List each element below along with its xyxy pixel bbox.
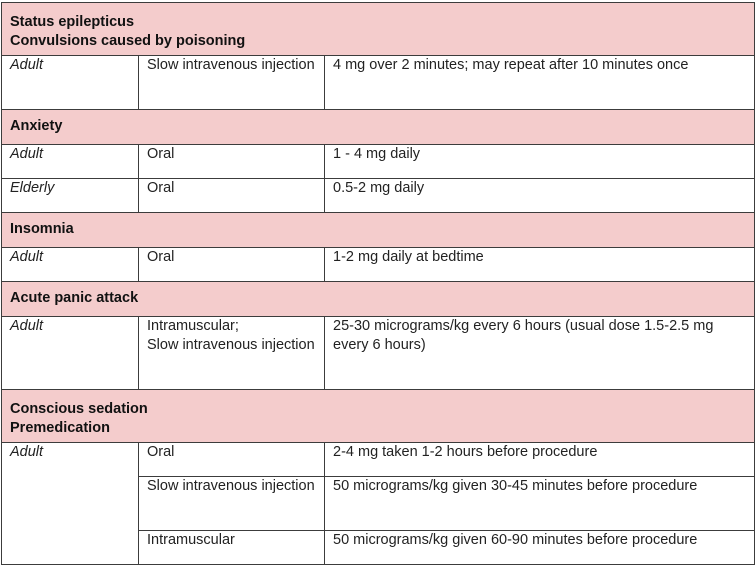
route-text: Oral xyxy=(147,444,175,460)
dose-row xyxy=(2,443,755,477)
section-title-cell xyxy=(2,3,755,56)
population-cell: Adult xyxy=(2,145,139,179)
section-title-cell xyxy=(2,390,755,443)
section-title: Anxiety xyxy=(10,118,63,134)
section-title: Premedication xyxy=(10,420,110,436)
route-text: Intramuscular; xyxy=(147,318,239,334)
dose-cell: 50 micrograms/kg given 60-90 minutes before procedure xyxy=(325,531,755,565)
population-cell: Adult xyxy=(2,317,139,390)
route-cell xyxy=(139,443,325,477)
route-cell xyxy=(139,248,325,282)
dose-row xyxy=(2,179,755,213)
section-header-row xyxy=(2,390,755,443)
population-cell: Elderly xyxy=(2,179,139,213)
route-cell xyxy=(139,56,325,110)
dose-row xyxy=(2,248,755,282)
dose-cell: 2-4 mg taken 1-2 hours before procedure xyxy=(325,443,755,477)
section-title: Conscious sedation xyxy=(10,401,148,417)
population-cell: Adult xyxy=(2,56,139,110)
section-title-cell xyxy=(2,213,755,248)
dosage-table xyxy=(1,2,755,565)
dose-cell: 1-2 mg daily at bedtime xyxy=(325,248,755,282)
section-title: Acute panic attack xyxy=(10,290,139,306)
population-cell: Adult xyxy=(2,248,139,282)
route-cell xyxy=(139,477,325,531)
route-text: Slow intravenous injection xyxy=(147,337,315,353)
route-text: Slow intravenous injection xyxy=(147,478,315,494)
section-header-row xyxy=(2,3,755,56)
section-title: Insomnia xyxy=(10,221,74,237)
section-header-row xyxy=(2,282,755,317)
section-title-cell xyxy=(2,110,755,145)
route-cell xyxy=(139,317,325,390)
route-text: Oral xyxy=(147,146,175,162)
route-text: Oral xyxy=(147,180,175,196)
section-title: Convulsions caused by poisoning xyxy=(10,33,246,49)
route-text: Oral xyxy=(147,249,175,265)
route-cell xyxy=(139,179,325,213)
dose-row xyxy=(2,145,755,179)
dose-cell: 4 mg over 2 minutes; may repeat after 10 minutes once xyxy=(325,56,755,110)
population-cell: Adult xyxy=(2,443,139,565)
dose-row xyxy=(2,56,755,110)
route-text: Slow intravenous injection xyxy=(147,57,315,73)
dose-cell: 0.5-2 mg daily xyxy=(325,179,755,213)
section-title: Status epilepticus xyxy=(10,14,135,30)
route-cell xyxy=(139,145,325,179)
dose-cell: 25-30 micrograms/kg every 6 hours (usual dose 1.5-2.5 mg every 6 hours) xyxy=(325,317,755,390)
route-cell xyxy=(139,531,325,565)
section-header-row xyxy=(2,213,755,248)
dose-cell: 50 micrograms/kg given 30-45 minutes before procedure xyxy=(325,477,755,531)
dose-row xyxy=(2,317,755,390)
section-header-row xyxy=(2,110,755,145)
section-title-cell xyxy=(2,282,755,317)
dose-cell: 1 - 4 mg daily xyxy=(325,145,755,179)
route-text: Intramuscular xyxy=(147,532,235,548)
